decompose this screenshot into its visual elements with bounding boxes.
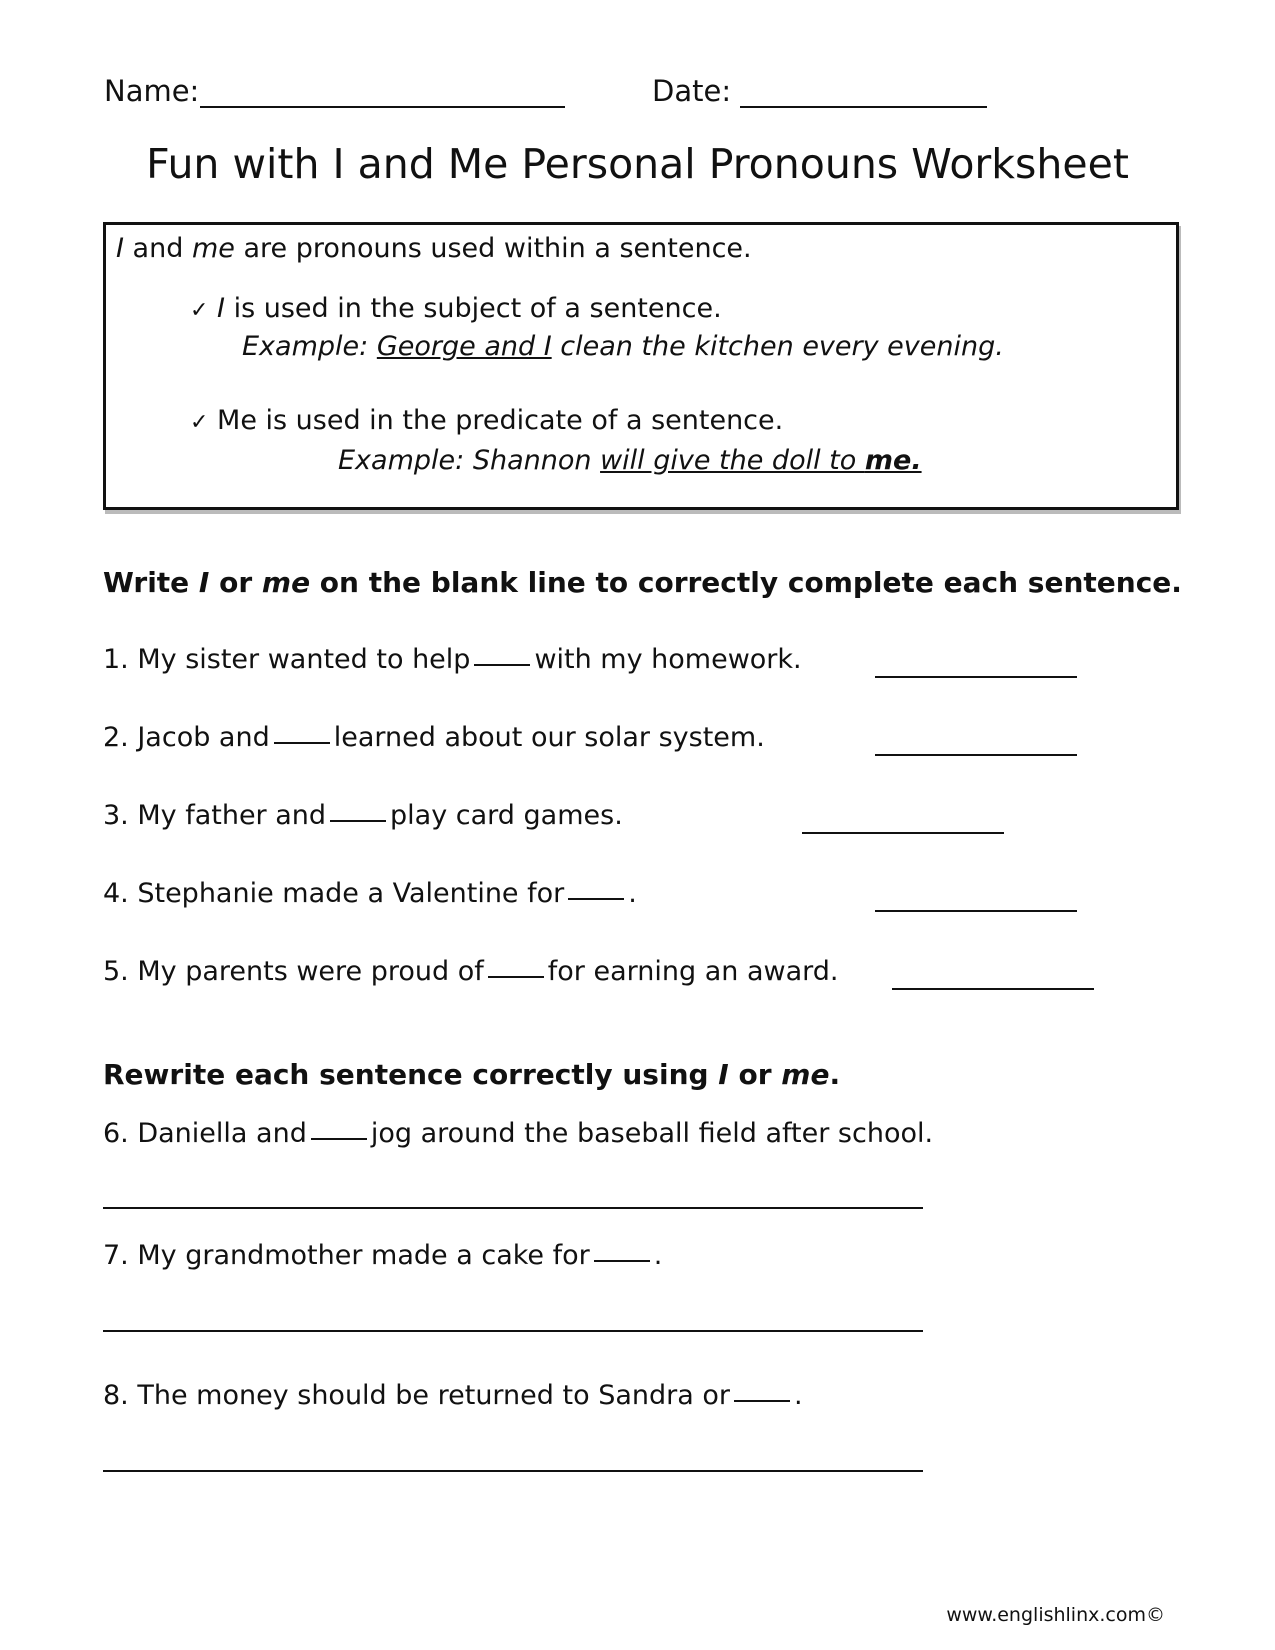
inline-blank[interactable]: [330, 820, 386, 822]
example-1: [242, 331, 1004, 362]
question-text: .: [653, 1240, 663, 1271]
question-7: [103, 1240, 662, 1271]
question-text: 5. My parents were proud of: [103, 956, 484, 987]
example1-label: Example:: [242, 331, 377, 362]
intro-rest: are pronouns used within a sentence.: [234, 233, 752, 264]
answer-line-2[interactable]: [875, 754, 1077, 756]
rule-1: [190, 293, 722, 324]
instr-i: I: [198, 566, 210, 599]
instr2-rewrite: Rewrite each sentence correctly using: [103, 1058, 719, 1091]
question-text: jog around the baseball field after school.: [370, 1118, 934, 1149]
check-icon: ✓: [190, 410, 209, 435]
example1-subject: George and I: [376, 331, 552, 362]
rule1-text: is used in the subject of a sentence.: [225, 293, 722, 324]
instr2-or: or: [728, 1058, 782, 1091]
instr-write: Write: [103, 566, 199, 599]
instr2-i: I: [718, 1058, 729, 1091]
inline-blank[interactable]: [311, 1138, 367, 1140]
inline-blank[interactable]: [488, 976, 544, 978]
question-text: play card games.: [390, 800, 623, 831]
instr-rest: on the blank line to correctly complete each sentence.: [310, 566, 1182, 599]
inline-blank[interactable]: [274, 742, 330, 744]
question-8: [103, 1380, 803, 1411]
question-6: [103, 1118, 933, 1149]
question-text: for earning an award.: [547, 956, 839, 987]
example2-predicate: will give the doll to: [600, 445, 865, 476]
question-text: 3. My father and: [103, 800, 327, 831]
question-text: with my homework.: [534, 644, 802, 675]
rule2-text: Me is used in the predicate of a sentence.: [217, 405, 784, 436]
rule1-i-word: I: [217, 293, 225, 324]
name-label: Name:: [104, 74, 200, 108]
instr-me: me: [261, 566, 311, 599]
inline-blank[interactable]: [474, 664, 530, 666]
answer-line-3[interactable]: [802, 832, 1004, 834]
instr2-end: .: [829, 1058, 841, 1091]
example1-rest: clean the kitchen every evening.: [551, 331, 1004, 362]
question-text: 4. Stephanie made a Valentine for: [103, 878, 565, 909]
rewrite-line-7[interactable]: [103, 1330, 923, 1332]
question-2: [103, 722, 765, 753]
example2-me: me.: [864, 445, 922, 476]
answer-line-1[interactable]: [875, 676, 1077, 678]
example-2: [338, 445, 922, 476]
question-text: learned about our solar system.: [333, 722, 765, 753]
rule-2: [190, 405, 783, 436]
rewrite-line-8[interactable]: [103, 1470, 923, 1472]
question-1: [103, 644, 802, 675]
question-text: .: [628, 878, 637, 909]
section2-instructions: [103, 1058, 840, 1091]
inline-blank[interactable]: [568, 898, 624, 900]
name-field-line[interactable]: [200, 106, 565, 108]
question-text: 7. My grandmother made a cake for: [103, 1240, 590, 1271]
question-3: [103, 800, 623, 831]
answer-line-4[interactable]: [875, 910, 1077, 912]
question-text: 6. Daniella and: [103, 1118, 307, 1149]
footer-site: www.englishlinx.com©: [946, 1604, 1165, 1626]
intro-i-word: I: [116, 233, 124, 264]
rule-box: [103, 222, 1179, 510]
inline-blank[interactable]: [734, 1400, 790, 1402]
question-text: 1. My sister wanted to help: [103, 644, 471, 675]
date-label: Date:: [652, 74, 732, 108]
intro-me-word: me: [191, 233, 235, 264]
inline-blank[interactable]: [594, 1260, 650, 1262]
rule-intro: [116, 233, 752, 264]
answer-line-5[interactable]: [892, 988, 1094, 990]
question-text: .: [793, 1380, 803, 1411]
worksheet-title: Fun with I and Me Personal Pronouns Worksheet: [146, 140, 1129, 188]
question-text: 2. Jacob and: [103, 722, 270, 753]
instr-or: or: [209, 566, 262, 599]
date-field-line[interactable]: [740, 106, 987, 108]
example2-label: Example: Shannon: [338, 445, 601, 476]
instr2-me: me: [781, 1058, 830, 1091]
section1-instructions: [103, 566, 1182, 599]
intro-and: and: [123, 233, 192, 264]
question-text: 8. The money should be returned to Sandra or: [103, 1380, 730, 1411]
check-icon: ✓: [190, 298, 209, 323]
question-5: [103, 956, 838, 987]
question-4: [103, 878, 637, 909]
rewrite-line-6[interactable]: [103, 1207, 923, 1209]
